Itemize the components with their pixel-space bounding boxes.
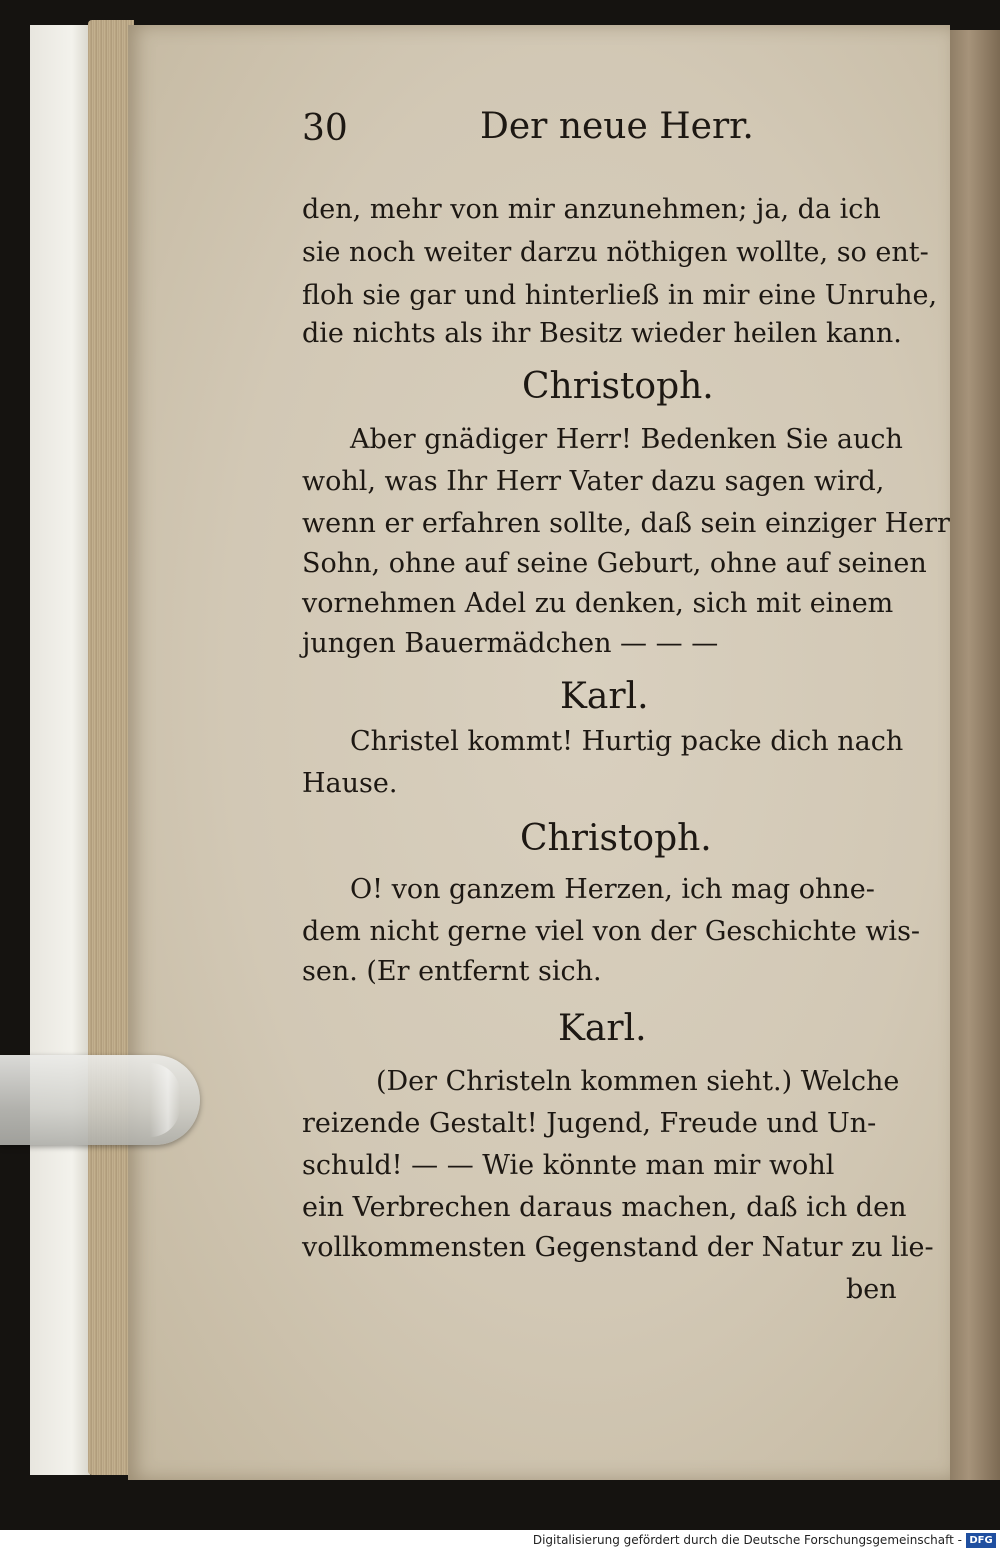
body-line: sie noch weiter darzu nöthigen wollte, so ent- xyxy=(302,237,929,268)
speech-line: reizende Gestalt! Jugend, Freude und Un- xyxy=(302,1108,877,1139)
speaker-name: Karl. xyxy=(558,1008,647,1049)
speaker-name: Christoph. xyxy=(520,818,712,859)
speech-line: sen. (Er entfernt sich. xyxy=(302,956,602,987)
footer-bar xyxy=(0,1530,1000,1552)
speech-line: Hause. xyxy=(302,768,398,799)
speech-line: vollkommensten Gegenstand der Natur zu lie- xyxy=(302,1232,934,1263)
speech-line: Sohn, ohne auf seine Geburt, ohne auf seinen xyxy=(302,548,927,579)
speech-line: dem nicht gerne viel von der Geschichte wis- xyxy=(302,916,921,947)
speech-line: Aber gnädiger Herr! Bedenken Sie auch xyxy=(350,424,903,455)
speech-line: jungen Bauermädchen — — — xyxy=(302,628,719,659)
speaker-name: Karl. xyxy=(560,676,649,717)
speech-line: vornehmen Adel zu denken, sich mit einem xyxy=(302,588,894,619)
body-line: floh sie gar und hinterließ in mir eine Unruhe, xyxy=(302,280,938,311)
book-cover-edge xyxy=(948,30,1000,1480)
speaker-name: Christoph. xyxy=(522,366,714,407)
speech-line: ein Verbrechen daraus machen, daß ich den xyxy=(302,1192,907,1223)
dfg-logo-icon: DFG xyxy=(966,1533,996,1548)
speech-line: schuld! — — Wie könnte man mir wohl xyxy=(302,1150,835,1181)
speech-line: O! von ganzem Herzen, ich mag ohne- xyxy=(350,874,875,905)
speech-line: wohl, was Ihr Herr Vater dazu sagen wird, xyxy=(302,466,885,497)
page-number: 30 xyxy=(302,108,348,149)
catchword: ben xyxy=(846,1274,897,1305)
speech-line: Christel kommt! Hurtig packe dich nach xyxy=(350,726,904,757)
funding-credit: Digitalisierung gefördert durch die Deutsche Forschungsgemeinschaft - xyxy=(532,1533,962,1547)
body-line: den, mehr von mir anzunehmen; ja, da ich xyxy=(302,194,881,225)
running-title: Der neue Herr. xyxy=(480,106,754,147)
speech-line: (Der Christeln kommen sieht.) Welche xyxy=(376,1066,900,1097)
speech-line: wenn er erfahren sollte, daß sein einziger Herr xyxy=(302,508,950,539)
body-line: die nichts als ihr Besitz wieder heilen kann. xyxy=(302,318,902,349)
scanner-base xyxy=(30,25,90,1475)
